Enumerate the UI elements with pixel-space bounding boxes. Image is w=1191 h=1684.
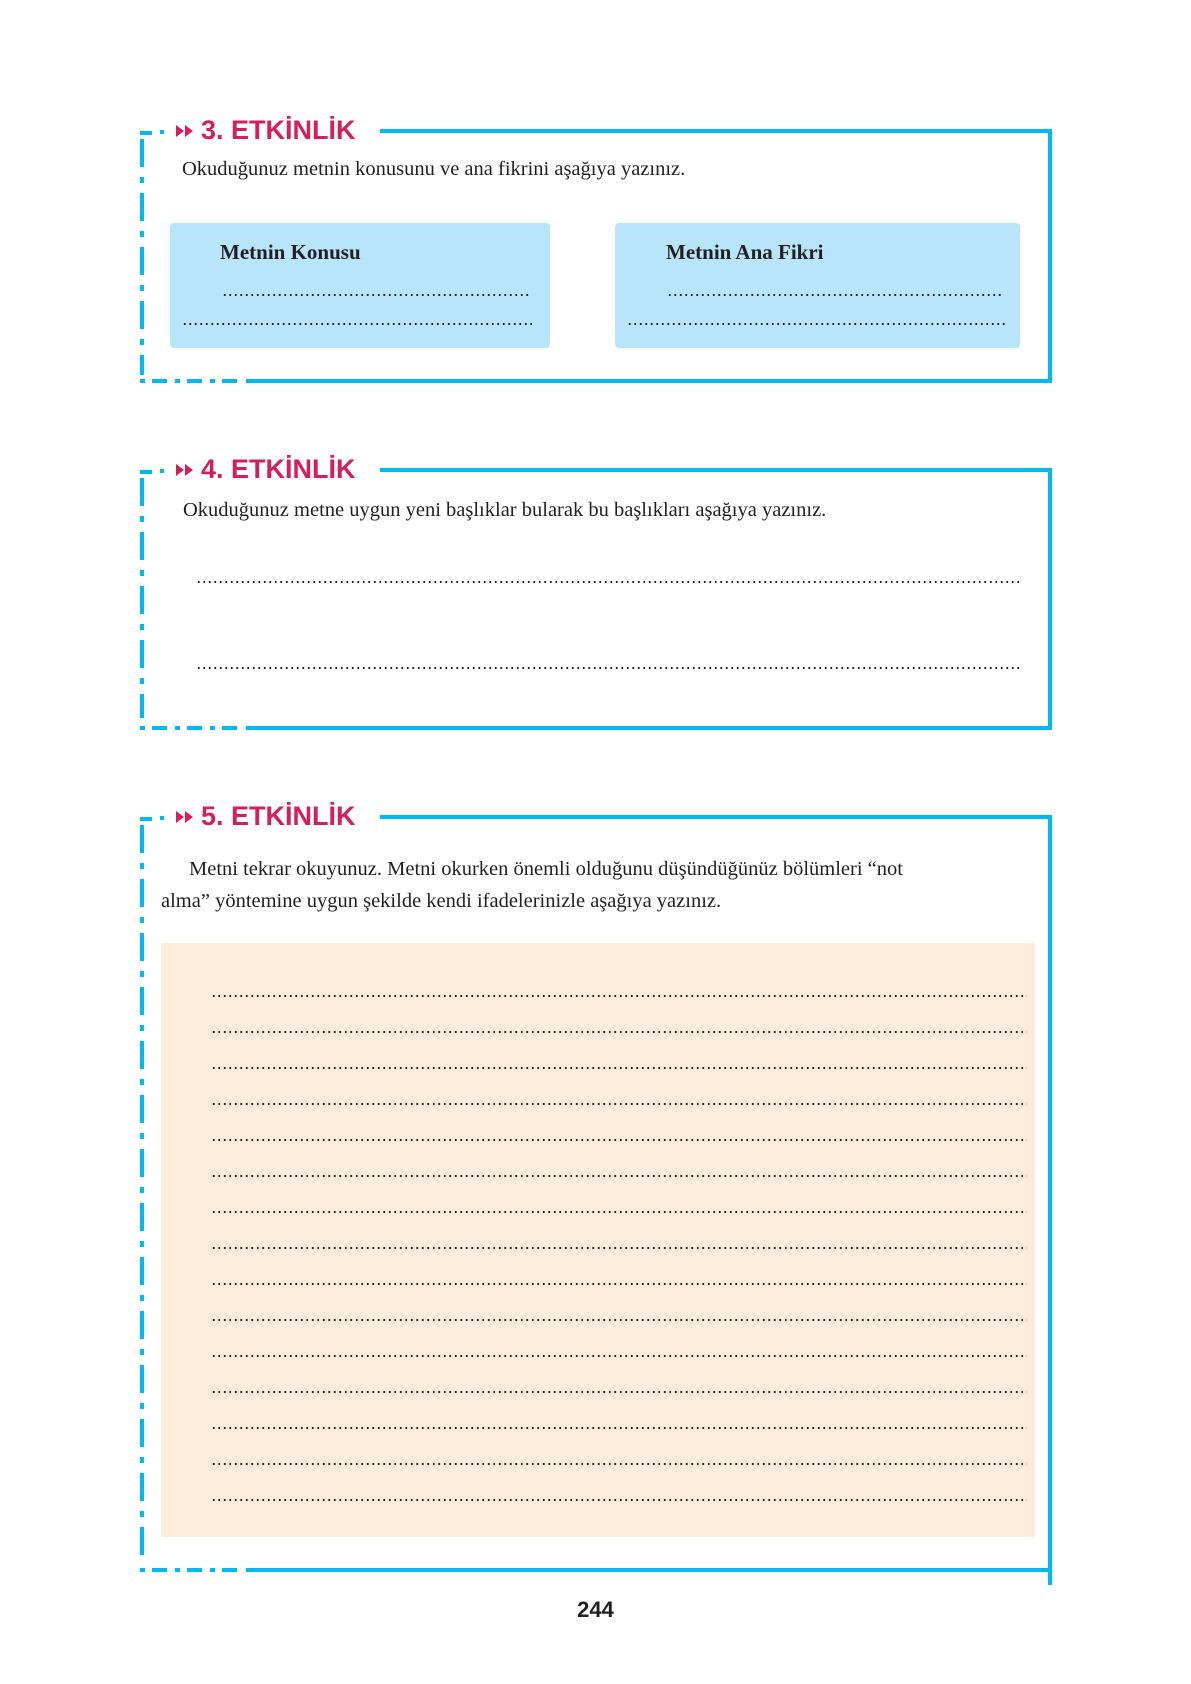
frame-right-line	[1048, 129, 1052, 383]
headline-answer-line-1[interactable]	[196, 581, 1022, 583]
topic-answer-line-1[interactable]	[222, 294, 529, 296]
note-line[interactable]	[211, 995, 1027, 997]
frame-top-line	[380, 815, 1052, 819]
frame-top-line	[380, 468, 1052, 472]
note-line[interactable]	[211, 1031, 1027, 1033]
activity-4	[140, 456, 1052, 728]
frame-bottom-line	[246, 726, 1052, 730]
note-line[interactable]	[211, 1139, 1027, 1141]
activity-title-text: 5. ETKİNLİK	[201, 801, 356, 831]
note-line[interactable]	[211, 1427, 1027, 1429]
frame-right-line	[1048, 815, 1052, 1585]
frame-bottom-dashes	[140, 726, 244, 730]
activity-title	[176, 456, 358, 483]
frame-left-dashes	[140, 139, 144, 375]
activity-instruction: Okuduğunuz metne uygun yeni başlıklar bularak bu başlıkları aşağıya yazınız.	[183, 499, 827, 521]
note-line[interactable]	[211, 1103, 1027, 1105]
frame-bottom-dashes	[140, 1568, 244, 1572]
note-line[interactable]	[211, 1319, 1027, 1321]
note-line[interactable]	[211, 1067, 1027, 1069]
main-idea-answer-line-2[interactable]	[627, 323, 1005, 325]
activity-instruction-line-2: alma” yöntemine uygun şekilde kendi ifadelerinizle aşağıya yazınız.	[161, 890, 722, 912]
frame-corner-dash	[140, 817, 176, 821]
note-line[interactable]	[211, 1175, 1027, 1177]
note-line[interactable]	[211, 1499, 1027, 1501]
activity-instruction: Okuduğunuz metnin konusunu ve ana fikrini aşağıya yazınız.	[182, 158, 686, 180]
activity-title-text: 4. ETKİNLİK	[201, 454, 356, 484]
note-line[interactable]	[211, 1355, 1027, 1357]
frame-right-line	[1048, 468, 1052, 730]
notes-area	[161, 943, 1035, 1537]
note-line[interactable]	[211, 1247, 1027, 1249]
note-line[interactable]	[211, 1463, 1027, 1465]
double-arrow-icon	[176, 125, 193, 137]
double-arrow-icon	[176, 464, 193, 476]
note-line[interactable]	[211, 1283, 1027, 1285]
topic-card-label: Metnin Konusu	[220, 240, 361, 264]
main-idea-card-label: Metnin Ana Fikri	[666, 240, 824, 264]
headline-answer-line-2[interactable]	[196, 667, 1022, 669]
activity-title	[176, 803, 358, 830]
activity-5	[140, 803, 1052, 1579]
frame-left-dashes	[140, 478, 144, 718]
frame-bottom-line	[246, 1568, 1052, 1572]
page-number: 244	[577, 1597, 614, 1622]
note-line[interactable]	[211, 1391, 1027, 1393]
activity-title-text: 3. ETKİNLİK	[201, 115, 356, 145]
frame-bottom-line	[246, 379, 1052, 383]
frame-bottom-dashes	[140, 379, 244, 383]
activity-3	[140, 117, 1052, 383]
main-idea-card	[615, 223, 1020, 348]
double-arrow-icon	[176, 811, 193, 823]
frame-left-dashes	[140, 825, 144, 1565]
note-line[interactable]	[211, 1211, 1027, 1213]
topic-card	[170, 223, 550, 348]
frame-top-line	[380, 129, 1052, 133]
activity-title	[176, 117, 358, 144]
topic-answer-line-2[interactable]	[182, 323, 532, 325]
activity-instruction-line-1: Metni tekrar okuyunuz. Metni okurken önemli olduğunu düşündüğünüz bölümleri “not	[189, 858, 903, 880]
frame-corner-dash	[140, 470, 176, 474]
main-idea-answer-line-1[interactable]	[667, 294, 1003, 296]
frame-corner-dash	[140, 131, 176, 135]
